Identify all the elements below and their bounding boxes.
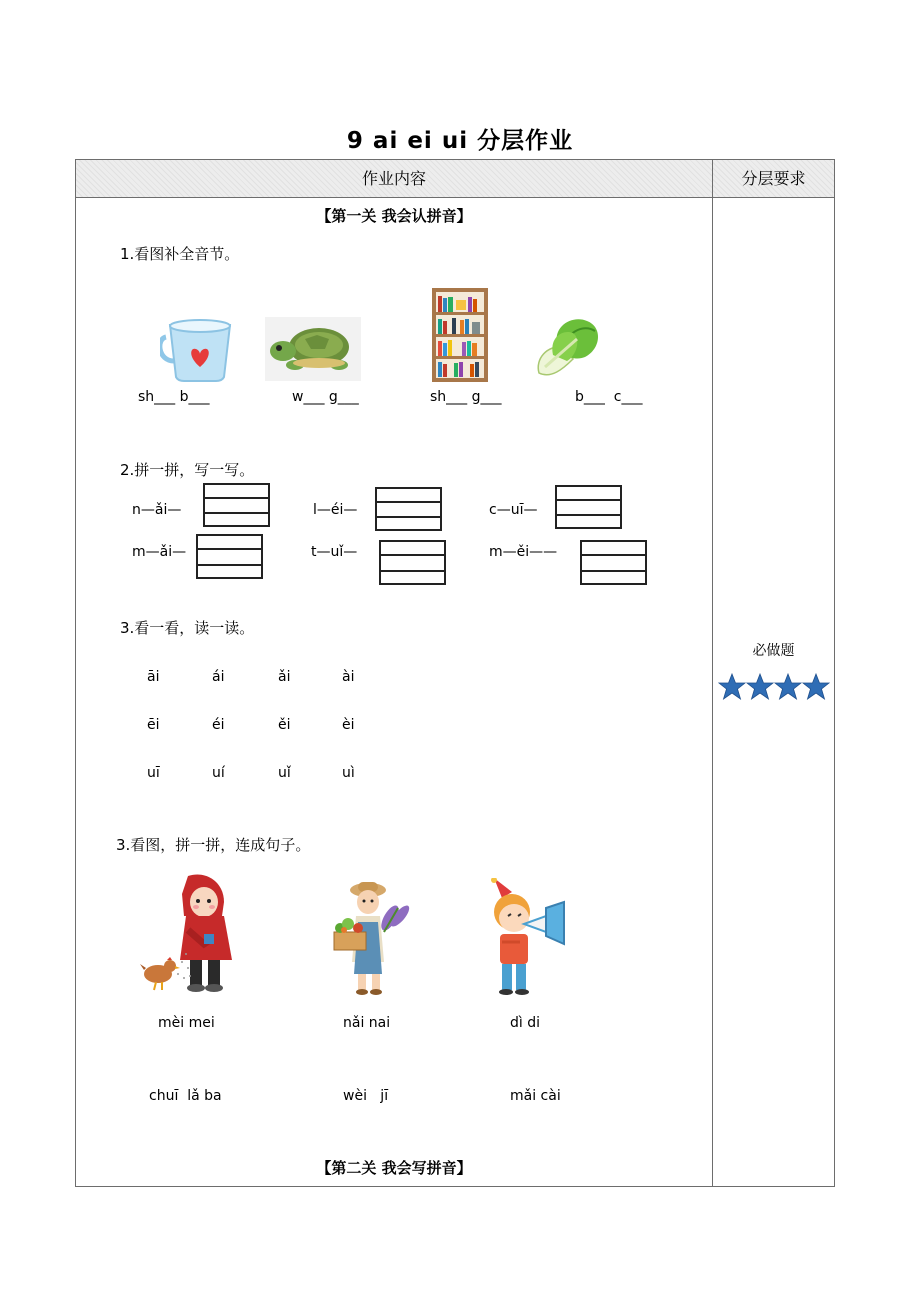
level-label: 必做题 <box>752 643 795 659</box>
q1-blank-3[interactable]: sh___ g___ <box>430 389 502 405</box>
star-icon <box>775 674 801 699</box>
bookshelf-image <box>432 288 488 382</box>
boy-horn-image <box>480 878 570 998</box>
q3-syllable: ài <box>342 669 355 685</box>
q3-syllable: uī <box>147 765 160 781</box>
q2-spell-3: c—uī— <box>489 502 538 518</box>
star-icon <box>719 674 745 699</box>
q2-writing-box-6[interactable] <box>580 540 647 585</box>
header-content-cell <box>76 160 712 197</box>
header-level-label: 分层要求 <box>741 169 806 188</box>
table-header-divider <box>75 197 835 198</box>
turtle-image <box>265 317 361 381</box>
q2-title: 2.拼一拼，写一写。 <box>120 461 255 479</box>
cabbage-image <box>533 315 603 381</box>
q2-spell-4: m—ǎi— <box>132 544 187 560</box>
q2-writing-box-2[interactable] <box>375 487 442 531</box>
grandma-vegetables-image <box>328 878 410 998</box>
star-icon <box>803 674 829 699</box>
q1-blank-4[interactable]: b___ c___ <box>575 389 643 405</box>
q3-syllable: ēi <box>147 717 160 733</box>
cup-image <box>160 317 240 383</box>
star-icon <box>747 674 773 699</box>
q2-spell-1: n—ǎi— <box>132 502 182 518</box>
table-border-bottom <box>75 1186 835 1187</box>
q3-syllable: uí <box>212 765 225 781</box>
q1-title: 1.看图补全音节。 <box>120 245 240 263</box>
difficulty-stars <box>718 672 834 704</box>
q2-writing-box-3[interactable] <box>555 485 622 529</box>
q3-syllable: éi <box>212 717 225 733</box>
q3-syllable: uǐ <box>278 765 291 781</box>
q3-syllable: ái <box>212 669 225 685</box>
q4-person-3[interactable]: dì di <box>510 1015 541 1031</box>
girl-feeding-chicken-image <box>140 870 255 995</box>
section1-header: 【第一关 我会认拼音】 <box>316 207 472 225</box>
q2-writing-box-4[interactable] <box>196 534 263 579</box>
q3-syllable: ǎi <box>278 669 291 685</box>
q1-blank-2[interactable]: w___ g___ <box>292 389 359 405</box>
q3-syllable: uì <box>342 765 355 781</box>
q2-spell-5: t—uǐ— <box>311 544 358 560</box>
header-level-cell <box>713 160 834 197</box>
q2-writing-box-5[interactable] <box>379 540 446 585</box>
page-title: 9 ai ei ui 分层作业 <box>346 128 574 154</box>
q3-syllable: ěi <box>278 717 291 733</box>
q3-syllable: āi <box>147 669 160 685</box>
q4-person-2[interactable]: nǎi nai <box>343 1015 391 1031</box>
table-border-right <box>834 159 835 1187</box>
q4-action-2[interactable]: wèi jī <box>343 1088 389 1104</box>
q4-action-3[interactable]: mǎi cài <box>510 1088 561 1104</box>
q2-spell-6: m—ěi—— <box>489 544 558 560</box>
table-border-left <box>75 159 76 1187</box>
q2-writing-box-1[interactable] <box>203 483 270 527</box>
q4-title: 3.看图，拼一拼，连成句子。 <box>116 836 311 854</box>
header-content-label: 作业内容 <box>361 169 426 188</box>
q2-spell-2: l—éi— <box>313 502 358 518</box>
table-column-divider <box>712 159 713 1187</box>
q3-syllable: èi <box>342 717 355 733</box>
section2-header: 【第二关 我会写拼音】 <box>316 1159 472 1177</box>
q4-action-1[interactable]: chuī lǎ ba <box>149 1088 222 1104</box>
q3-title: 3.看一看，读一读。 <box>120 619 255 637</box>
q4-person-1[interactable]: mèi mei <box>158 1015 215 1031</box>
q1-blank-1[interactable]: sh___ b___ <box>138 389 210 405</box>
